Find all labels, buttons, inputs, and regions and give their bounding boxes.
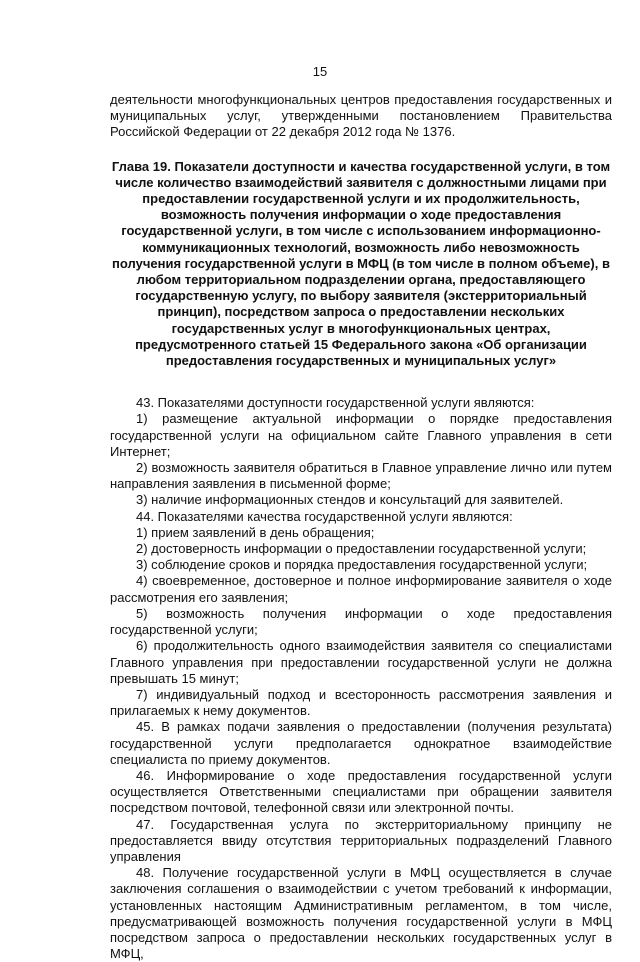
paragraph: 43. Показателями доступности государственной услуги являются: (136, 395, 535, 411)
paragraph: 47. Государственная услуга по экстерриториальному принципу не предоставляется ввиду отсутствия территориальных подразделений Главного управления (110, 816, 612, 864)
paragraph: 4) своевременное, достоверное и полное информирование заявителя о ходе рассмотрения его заявления; (110, 573, 612, 605)
paragraph: 1) размещение актуальной информации о порядке предоставления государственной услуги на официальном сайте Главного управления в сети Интернет; (110, 411, 612, 459)
paragraph: 1) прием заявлений в день обращения; (136, 524, 375, 540)
page-number: 15 (312, 64, 328, 79)
paragraph-list (110, 395, 612, 962)
paragraph: 45. В рамках подачи заявления о предоставлении (получения результата) государственной услуги предполагается однократное взаимодействие специалиста по приему документов. (110, 719, 612, 767)
document-body (110, 92, 612, 962)
paragraph: 2) достоверность информации о предоставлении государственной услуги; (136, 541, 587, 557)
paragraph: 3) соблюдение сроков и порядка предоставления государственной услуги; (136, 557, 588, 573)
paragraph: 2) возможность заявителя обратиться в Главное управление лично или путем направления заявления в письменной форме; (110, 460, 612, 492)
paragraph: 48. Получение государственной услуги в МФЦ осуществляется в случае заключения соглашения о взаимодействии с учетом требований к информации, установленных настоящим Административным регламентом, в том числе, предусматривающей возможность получения государственной услуги в МФЦ посредством запроса о предоставлении нескольких государственных услуг в МФЦ, (110, 865, 612, 962)
paragraph: 46. Информирование о ходе предоставления государственной услуги осуществляется Ответственными специалистами при обращении заявителя посредством почтовой, телефонной связи или электронной почты. (110, 767, 612, 816)
paragraph: 6) продолжительность одного взаимодействия заявителя со специалистами Главного управления при предоставлении государственной услуги не должна превышать 15 минут; (110, 638, 612, 686)
paragraph: 44. Показателями качества государственной услуги являются: (136, 508, 513, 524)
intro-paragraph: деятельности многофункциональных центров предоставления государственных и муниципальных услуг, утвержденными постановлением Правительства Российской Федерации от 22 декабря 2012 года № 1376. (110, 92, 612, 140)
paragraph: 7) индивидуальный подход и всесторонность рассмотрения заявления и прилагаемых к нему документов. (110, 686, 612, 719)
paragraph: 3) наличие информационных стендов и консультаций для заявителей. (136, 492, 564, 508)
chapter-title: Глава 19. Показатели доступности и качества государственной услуги, в том числе количество взаимодействий заявителя с должностными лицами при предоставлении государственной услуги и их продолжительность, возможность получения информации о ходе предоставления государственной услуги, в том числе с использованием информационно-коммуникационных технологий, возможность либо невозможность получения государственной услуги в МФЦ (в том числе в полном объеме), в любом территориальном подразделении органа, предоставляющего государственную услугу, по выбору заявителя (экстерриториальный принцип), посредством запроса о предоставлении нескольких государственных услуг в многофункциональных центрах, предусмотренного статьей 15 Федерального закона «Об организации предоставления государственных и муниципальных услуг» (111, 158, 611, 369)
paragraph: 5) возможность получения информации о ходе предоставления государственной услуги; (110, 605, 612, 638)
